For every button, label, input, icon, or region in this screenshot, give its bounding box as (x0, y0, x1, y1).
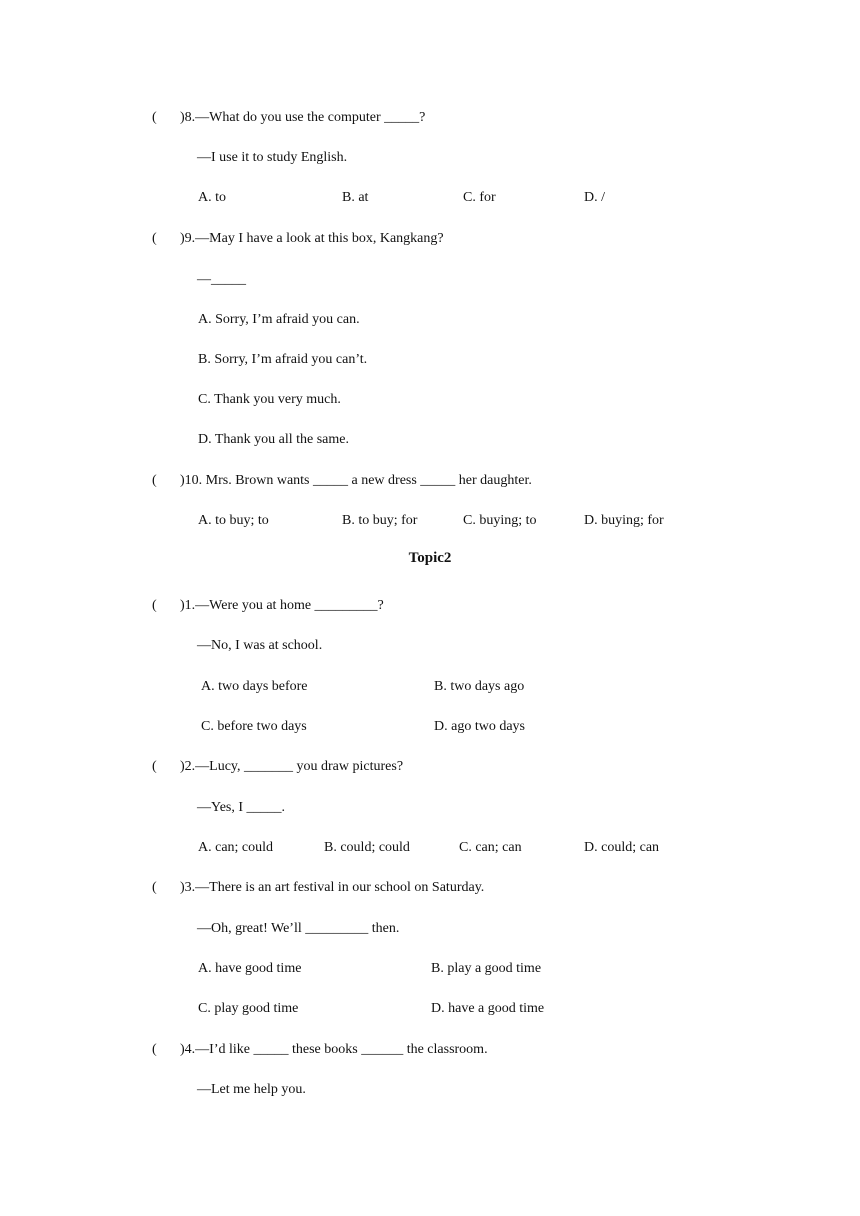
question-reply: —Oh, great! We’ll _________ then. (197, 921, 400, 936)
option-b: B. play a good time (431, 961, 542, 976)
option-d: D. could; can (584, 840, 660, 855)
option-d: D. / (584, 190, 605, 205)
answer-paren: ( (152, 110, 157, 125)
option-c: C. before two days (201, 719, 307, 734)
question-stem: )3.—There is an art festival in our school on Saturday. (180, 880, 485, 895)
option-a: A. have good time (198, 961, 302, 976)
section-heading: Topic2 (408, 550, 452, 566)
question-stem: )4.—I’d like _____ these books ______ the classroom. (180, 1042, 488, 1057)
question-reply: —_____ (197, 272, 246, 287)
answer-paren: ( (152, 231, 157, 246)
question-stem: )10. Mrs. Brown wants _____ a new dress _____ her daughter. (180, 473, 532, 488)
question-reply: —No, I was at school. (197, 638, 323, 653)
option-b: B. could; could (324, 840, 410, 855)
option-c: C. for (463, 190, 496, 205)
question-stem: )2.—Lucy, _______ you draw pictures? (180, 759, 404, 774)
question-reply: —Yes, I _____. (197, 800, 286, 815)
question-stem: )9.—May I have a look at this box, Kangkang? (180, 231, 444, 246)
question-stem: )1.—Were you at home _________? (180, 598, 384, 613)
answer-paren: ( (152, 880, 157, 895)
option-a: A. can; could (198, 840, 274, 855)
option-a: A. Sorry, I’m afraid you can. (198, 312, 360, 327)
question-stem: )8.—What do you use the computer _____? (180, 110, 426, 125)
option-c: C. Thank you very much. (198, 392, 341, 407)
option-c: C. buying; to (463, 513, 537, 528)
option-d: D. Thank you all the same. (198, 432, 349, 447)
question-reply: —Let me help you. (197, 1082, 306, 1097)
question-reply: —I use it to study English. (197, 150, 348, 165)
option-b: B. at (342, 190, 369, 205)
option-b: B. two days ago (434, 679, 525, 694)
option-a: A. to buy; to (198, 513, 269, 528)
answer-paren: ( (152, 473, 157, 488)
answer-paren: ( (152, 1042, 157, 1057)
option-d: D. ago two days (434, 719, 525, 734)
option-a: A. two days before (201, 679, 308, 694)
option-b: B. to buy; for (342, 513, 418, 528)
answer-paren: ( (152, 759, 157, 774)
answer-paren: ( (152, 598, 157, 613)
option-a: A. to (198, 190, 226, 205)
option-d: D. have a good time (431, 1001, 545, 1016)
option-c: C. can; can (459, 840, 522, 855)
option-d: D. buying; for (584, 513, 664, 528)
option-b: B. Sorry, I’m afraid you can’t. (198, 352, 368, 367)
option-c: C. play good time (198, 1001, 299, 1016)
